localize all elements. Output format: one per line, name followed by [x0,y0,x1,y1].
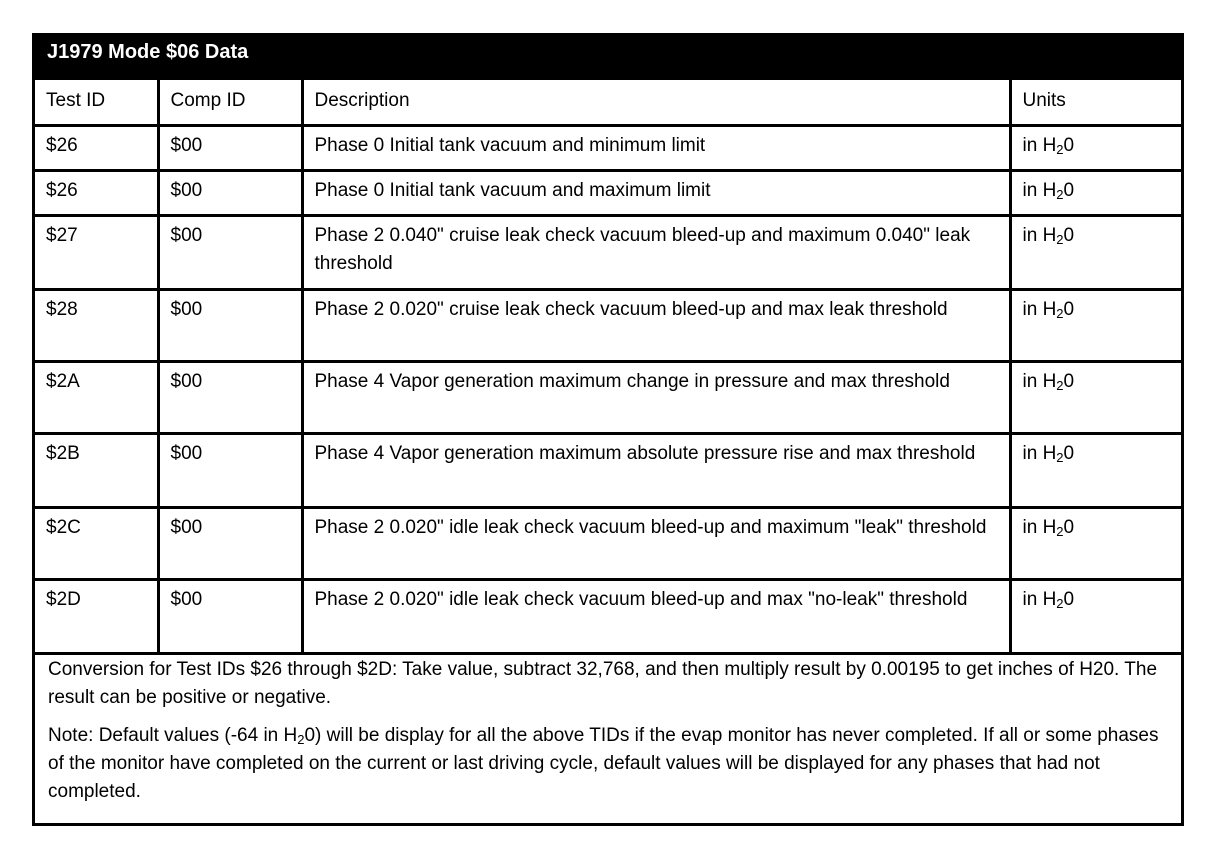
cell-description: Phase 2 0.020" cruise leak check vacuum bleed-up and max leak threshold [302,289,1010,361]
cell-description: Phase 2 0.040" cruise leak check vacuum bleed-up and maximum 0.040" leak threshold [302,215,1010,289]
units-suffix: 0 [1063,442,1075,464]
cell-test-id: $26 [35,170,158,215]
cell-test-id: $2A [35,361,158,433]
cell-units [1010,579,1181,653]
units-prefix: in H [1022,298,1057,320]
table-row [35,215,1181,289]
notes-section [35,655,1181,806]
cell-comp-id: $00 [158,215,302,289]
mode06-table [35,80,1181,655]
cell-units [1010,125,1181,170]
units-suffix: 0 [1063,134,1075,156]
units-prefix: in H [1022,134,1057,156]
conversion-note: Conversion for Test IDs $26 through $2D: Take value, subtract 32,768, and then multiply result by 0.00195 to get inches of H20. The result can be positive or negative. [48,659,1158,708]
units-prefix: in H [1022,588,1057,610]
cell-units [1010,215,1181,289]
table-row [35,361,1181,433]
header-units: Units [1010,80,1181,125]
units-prefix: in H [1022,179,1057,201]
cell-description: Phase 2 0.020" idle leak check vacuum bleed-up and maximum "leak" threshold [302,507,1010,579]
cell-description: Phase 4 Vapor generation maximum change in pressure and max threshold [302,361,1010,433]
units-subscript: 2 [1056,449,1064,465]
header-test-id: Test ID [35,80,158,125]
table-header-row [35,80,1181,125]
cell-comp-id: $00 [158,361,302,433]
units-prefix: in H [1022,224,1057,246]
units-suffix: 0 [1063,179,1075,201]
units-prefix: in H [1022,370,1057,392]
cell-units [1010,507,1181,579]
units-subscript: 2 [1056,377,1064,393]
default-values-note [48,722,1169,806]
units-subscript: 2 [1056,305,1064,321]
default-note-subscript: 2 [297,732,305,747]
cell-units [1010,289,1181,361]
panel-title: J1979 Mode $06 Data [35,36,1181,80]
units-suffix: 0 [1063,516,1075,538]
cell-test-id: $2C [35,507,158,579]
cell-test-id: $27 [35,215,158,289]
units-subscript: 2 [1056,523,1064,539]
units-subscript: 2 [1056,186,1064,202]
cell-units [1010,433,1181,507]
cell-description: Phase 2 0.020" idle leak check vacuum bleed-up and max "no-leak" threshold [302,579,1010,653]
units-subscript: 2 [1056,141,1064,157]
cell-comp-id: $00 [158,289,302,361]
cell-comp-id: $00 [158,507,302,579]
table-row [35,507,1181,579]
table-row [35,289,1181,361]
units-suffix: 0 [1063,298,1075,320]
cell-test-id: $2D [35,579,158,653]
default-note-before: Note: Default values (-64 in H [48,725,298,746]
default-note-after: 0) will be display for all the above TIDs if the evap monitor has never completed. If all or some phases of the monitor have completed on the current or last driving cycle, default values will be displayed for any phases that had not completed. [48,725,1159,802]
table-row [35,433,1181,507]
header-description: Description [302,80,1010,125]
table-row [35,170,1181,215]
mode06-data-panel [32,33,1184,826]
cell-test-id: $26 [35,125,158,170]
cell-description: Phase 4 Vapor generation maximum absolute pressure rise and max threshold [302,433,1010,507]
cell-comp-id: $00 [158,125,302,170]
units-prefix: in H [1022,442,1057,464]
units-suffix: 0 [1063,588,1075,610]
table-row [35,125,1181,170]
units-subscript: 2 [1056,231,1064,247]
cell-description: Phase 0 Initial tank vacuum and minimum limit [302,125,1010,170]
cell-description: Phase 0 Initial tank vacuum and maximum limit [302,170,1010,215]
units-subscript: 2 [1056,595,1064,611]
cell-test-id: $2B [35,433,158,507]
units-suffix: 0 [1063,224,1075,246]
table-row [35,579,1181,653]
cell-units [1010,170,1181,215]
header-comp-id: Comp ID [158,80,302,125]
cell-test-id: $28 [35,289,158,361]
cell-comp-id: $00 [158,433,302,507]
cell-comp-id: $00 [158,170,302,215]
cell-units [1010,361,1181,433]
cell-comp-id: $00 [158,579,302,653]
units-suffix: 0 [1063,370,1075,392]
units-prefix: in H [1022,516,1057,538]
